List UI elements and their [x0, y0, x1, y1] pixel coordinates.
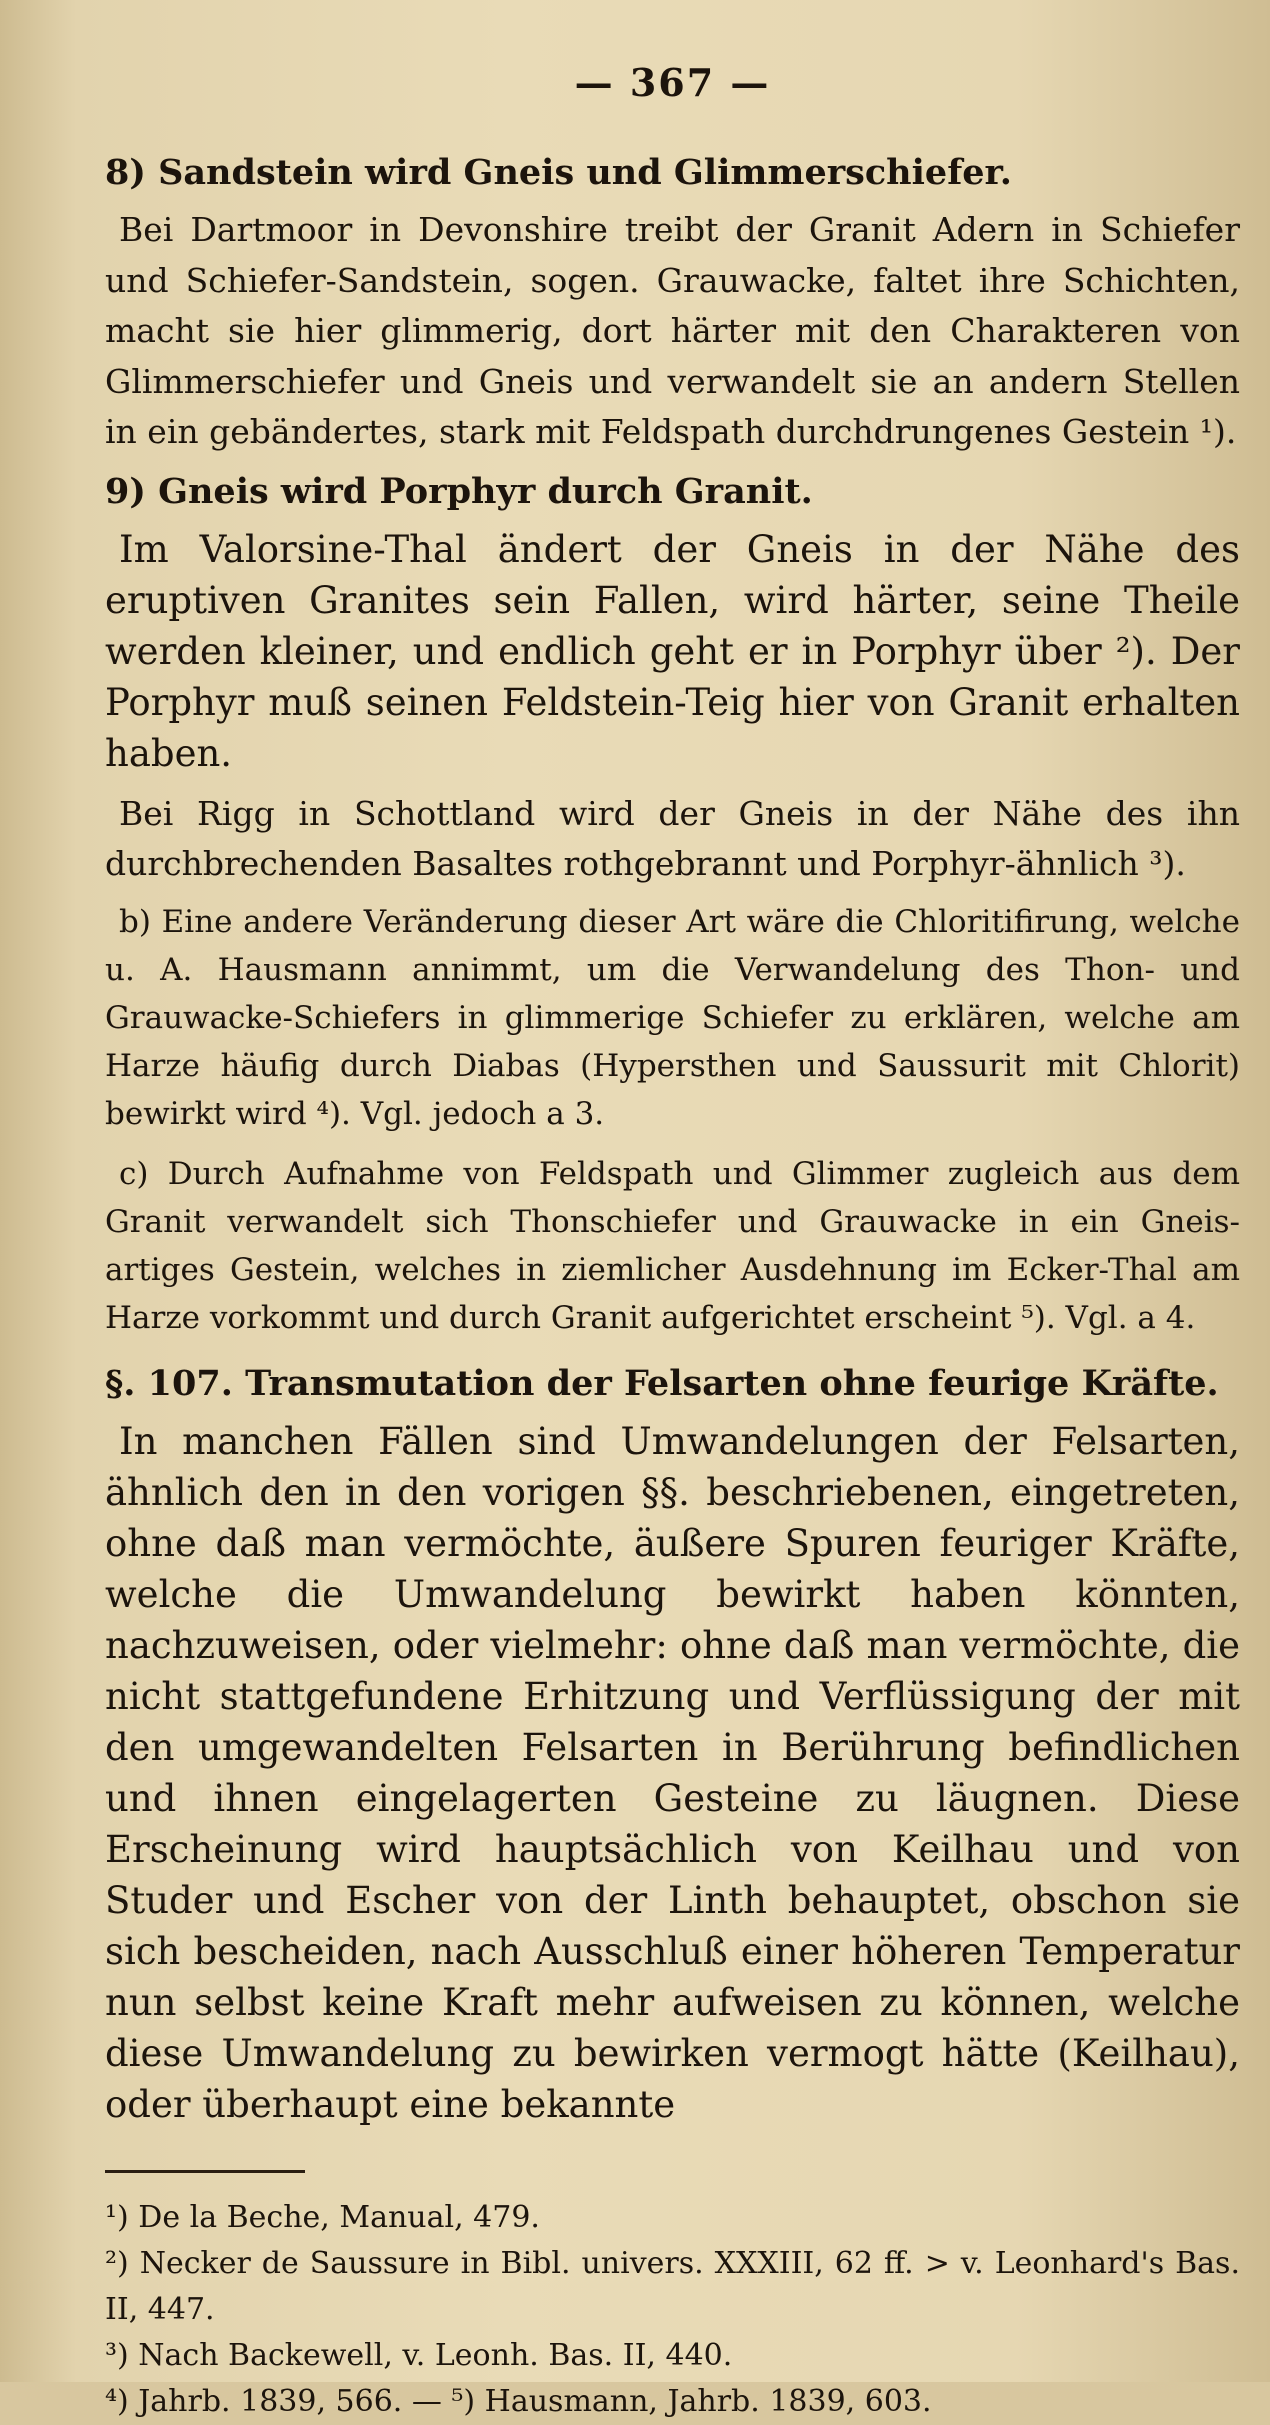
footnote-divider: [105, 2170, 305, 2173]
footnote-4-5: ⁴) Jahrb. 1839, 566. — ⁵) Hausmann, Jahrb. 1839, 603.: [105, 2383, 932, 2419]
paragraph-dartmoor: Bei Dartmoor in Devonshire treibt der Granit Adern in Schiefer und Schiefer-Sandstein, sogen. Grauwacke, faltet ihre Schichten, macht sie hier glimmerig, dort härter mit den Charakteren von Glimmerschiefer und Gneis und verwandelt sie an andern Stellen in ein gebändertes, stark mit Feldspath durchdrungenes Gestein ¹).: [105, 210, 1240, 451]
paragraph-valorsine: Im Valorsine-Thal ändert der Gneis in der Nähe des eruptiven Granites sein Fallen, wird härter, seine Theile werden kleiner, und endlich geht er in Porphyr über ²). Der Porphyr muß seinen Feldstein-Teig hier von Granit erhalten haben.: [105, 527, 1240, 775]
page-number: — 367 —: [574, 60, 771, 105]
footnote-1: ¹) De la Beche, Manual, 479.: [105, 2199, 540, 2235]
paragraph-b-chloritifirung: b) Eine andere Veränderung dieser Art wäre die Chloritifirung, welche u. A. Hausmann annimmt, um die Verwandelung des Thon- und Grauwacke-Schiefers in glimmerige Schiefer zu erklären, welche am Harze häufig durch Diabas (Hypersthen und Saussurit mit Chlorit) bewirkt wird ⁴). Vgl. jedoch a 3.: [105, 903, 1240, 1132]
paragraph-rigg: Bei Rigg in Schottland wird der Gneis in der Nähe des ihn durchbrechenden Basaltes rothgebrannt und Porphyr-ähnlich ³).: [105, 793, 1240, 883]
paragraph-c-feldspath: c) Durch Aufnahme von Feldspath und Glimmer zugleich aus dem Granit verwandelt sich Thonschiefer und Grauwacke in ein Gneis-artiges Gestein, welches in ziemlicher Ausdehnung im Ecker-Thal am Harze vorkommt und durch Granit aufgerichtet erscheint ⁵). Vgl. a 4.: [105, 1155, 1240, 1336]
footnote-2: ²) Necker de Saussure in Bibl. univers. XXXIII, 62 ff. > v. Leonhard's Bas. II, 447.: [105, 2245, 1240, 2327]
footnote-3: ³) Nach Backewell, v. Leonh. Bas. II, 440.: [105, 2337, 733, 2373]
section-107-heading: §. 107. Transmutation der Felsarten ohne feurige Kräfte.: [105, 1362, 1219, 1404]
heading-8: 8) Sandstein wird Gneis und Glimmerschiefer.: [105, 152, 1012, 193]
heading-9: 9) Gneis wird Porphyr durch Granit.: [105, 470, 813, 512]
paragraph-transmutation: In manchen Fällen sind Umwandelungen der Felsarten, ähnlich den in den vorigen §§. beschriebenen, eingetreten, ohne daß man vermöchte, äußere Spuren feuriger Kräfte, welche die Umwandelung bewirkt haben könnten, nachzuweisen, oder vielmehr: ohne daß man vermöchte, die nicht stattgefundene Erhitzung und Verflüssigung der mit den umgewandelten Felsarten in Berührung befindlichen und ihnen eingelagerten Gesteine zu läugnen. Diese Erscheinung wird hauptsächlich von Keilhau und von Studer und Escher von der Linth behauptet, obschon sie sich bescheiden, nach Ausschluß einer höheren Temperatur nun selbst keine Kraft mehr aufweisen zu können, welche diese Umwandelung zu bewirken vermogt hätte (Keilhau), oder überhaupt eine bekannte: [105, 1419, 1240, 2126]
